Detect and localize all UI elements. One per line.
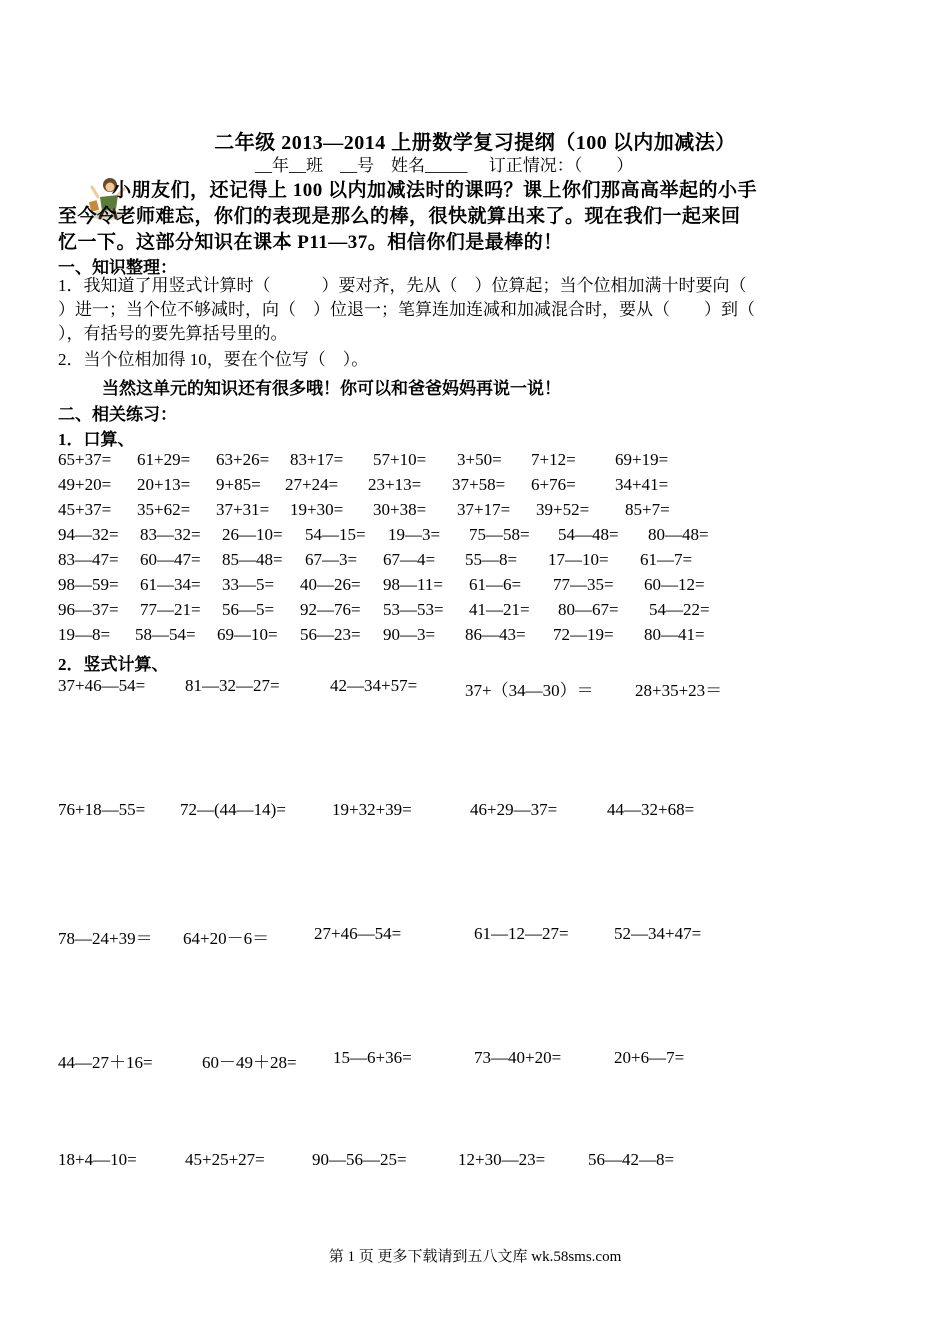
oral-item: 92—76=	[300, 600, 361, 619]
oral-item: 37+58=	[452, 475, 506, 494]
oral-item: 3+50=	[457, 450, 502, 469]
vertical-item: 64+20－6＝	[183, 929, 270, 948]
oral-item: 80—41=	[644, 625, 705, 644]
oral-item: 34+41=	[615, 475, 669, 494]
knowledge-q1-line-3: ），有括号的要先算括号里的。	[58, 324, 288, 343]
oral-item: 77—35=	[553, 575, 614, 594]
student-info-line: __年__班 __号 姓名_____ 订正情况：（ ）	[255, 156, 634, 175]
oral-item: 37+31=	[216, 500, 270, 519]
section2-heading: 二、相关练习：	[58, 405, 177, 424]
oral-item: 54—15=	[305, 525, 366, 544]
vertical-heading: 2．竖式计算、	[58, 655, 169, 674]
intro-line-2: 至今令老师难忘，你们的表现是那么的棒，很快就算出来了。现在我们一起来回	[58, 206, 741, 227]
oral-item: 49+20=	[58, 475, 112, 494]
vertical-item: 44—27＋16=	[58, 1053, 153, 1072]
oral-item: 69+19=	[615, 450, 669, 469]
oral-item: 86—43=	[465, 625, 526, 644]
page-title: 二年级 2013—2014 上册数学复习提纲（100 以内加减法）	[214, 132, 736, 154]
oral-item: 40—26=	[300, 575, 361, 594]
oral-item: 33—5=	[222, 575, 275, 594]
intro-line-1: 小朋友们，还记得上 100 以内加减法时的课吗？课上你们那高高举起的小手	[112, 180, 758, 201]
oral-item: 72—19=	[553, 625, 614, 644]
vertical-item: 20+6—7=	[614, 1048, 685, 1067]
section1-heading: 一、知识整理：	[58, 258, 177, 277]
vertical-item: 78—24+39＝	[58, 929, 153, 948]
vertical-item: 12+30—23=	[458, 1150, 546, 1169]
oral-item: 63+26=	[216, 450, 270, 469]
oral-item: 54—48=	[558, 525, 619, 544]
oral-item: 77—21=	[140, 600, 201, 619]
oral-heading: 1．口算、	[58, 430, 135, 449]
oral-item: 65+37=	[58, 450, 112, 469]
oral-item: 20+13=	[137, 475, 191, 494]
page-footer: 第 1 页 更多下载请到五八文库 wk.58sms.com	[328, 1249, 622, 1265]
oral-item: 19—3=	[388, 525, 441, 544]
oral-item: 61—34=	[140, 575, 201, 594]
oral-item: 80—67=	[558, 600, 619, 619]
vertical-item: 76+18—55=	[58, 800, 146, 819]
oral-item: 96—37=	[58, 600, 119, 619]
oral-item: 69—10=	[217, 625, 278, 644]
vertical-item: 60－49＋28=	[202, 1053, 297, 1072]
vertical-item: 81—32—27=	[185, 676, 280, 695]
oral-item: 83—32=	[140, 525, 201, 544]
oral-item: 98—59=	[58, 575, 119, 594]
oral-item: 26—10=	[222, 525, 283, 544]
oral-item: 58—54=	[135, 625, 196, 644]
intro-line-3: 忆一下。这部分知识在课本 P11—37。相信你们是最棒的！	[58, 232, 563, 253]
oral-item: 90—3=	[383, 625, 436, 644]
oral-item: 80—48=	[648, 525, 709, 544]
oral-item: 61—7=	[640, 550, 693, 569]
oral-item: 60—47=	[140, 550, 201, 569]
oral-item: 41—21=	[469, 600, 530, 619]
oral-item: 53—53=	[383, 600, 444, 619]
oral-item: 23+13=	[368, 475, 422, 494]
knowledge-q1-line-2: ）进一；当个位不够减时，向（ ）位退一；笔算连加连减和加减混合时，要从（ ）到（	[58, 300, 755, 319]
vertical-item: 19+32+39=	[332, 800, 412, 819]
oral-item: 56—5=	[222, 600, 275, 619]
knowledge-q1-line-1: 1．我知道了用竖式计算时（ ）要对齐，先从（ ）位算起；当个位相加满十时要向（	[58, 276, 747, 295]
oral-item: 67—4=	[383, 550, 436, 569]
oral-item: 54—22=	[649, 600, 710, 619]
oral-item: 45+37=	[58, 500, 112, 519]
oral-item: 85+7=	[625, 500, 670, 519]
oral-item: 85—48=	[222, 550, 283, 569]
oral-item: 27+24=	[285, 475, 339, 494]
vertical-item: 90—56—25=	[312, 1150, 407, 1169]
oral-item: 56—23=	[300, 625, 361, 644]
knowledge-q2: 2．当个位相加得 10，要在个位写（ ）。	[58, 350, 369, 369]
vertical-item: 28+35+23＝	[635, 681, 723, 700]
vertical-item: 45+25+27=	[185, 1150, 265, 1169]
oral-item: 30+38=	[373, 500, 427, 519]
vertical-item: 37+（34—30）＝	[465, 681, 594, 700]
vertical-item: 44—32+68=	[607, 800, 695, 819]
oral-item: 57+10=	[373, 450, 427, 469]
oral-item: 6+76=	[531, 475, 576, 494]
oral-item: 61+29=	[137, 450, 191, 469]
oral-item: 75—58=	[469, 525, 530, 544]
oral-item: 39+52=	[536, 500, 590, 519]
vertical-item: 46+29—37=	[470, 800, 558, 819]
oral-item: 9+85=	[216, 475, 261, 494]
vertical-item: 56—42—8=	[588, 1150, 675, 1169]
oral-item: 98—11=	[383, 575, 443, 594]
vertical-item: 72—(44—14)=	[180, 800, 286, 819]
oral-item: 67—3=	[305, 550, 358, 569]
vertical-item: 73—40+20=	[474, 1048, 562, 1067]
section1-note: 当然这单元的知识还有很多哦！你可以和爸爸妈妈再说一说！	[102, 379, 561, 398]
oral-item: 17—10=	[548, 550, 609, 569]
oral-item: 55—8=	[465, 550, 518, 569]
vertical-item: 18+4—10=	[58, 1150, 137, 1169]
vertical-item: 52—34+47=	[614, 924, 702, 943]
oral-item: 61—6=	[469, 575, 522, 594]
vertical-item: 61—12—27=	[474, 924, 569, 943]
oral-item: 19+30=	[290, 500, 344, 519]
oral-item: 7+12=	[531, 450, 576, 469]
vertical-item: 42—34+57=	[330, 676, 418, 695]
vertical-item: 27+46—54=	[314, 924, 402, 943]
oral-item: 60—12=	[644, 575, 705, 594]
vertical-item: 37+46—54=	[58, 676, 146, 695]
vertical-item: 15—6+36=	[333, 1048, 412, 1067]
oral-item: 37+17=	[457, 500, 511, 519]
oral-item: 83+17=	[290, 450, 344, 469]
oral-item: 83—47=	[58, 550, 119, 569]
oral-item: 19—8=	[58, 625, 111, 644]
oral-item: 94—32=	[58, 525, 119, 544]
oral-item: 35+62=	[137, 500, 191, 519]
